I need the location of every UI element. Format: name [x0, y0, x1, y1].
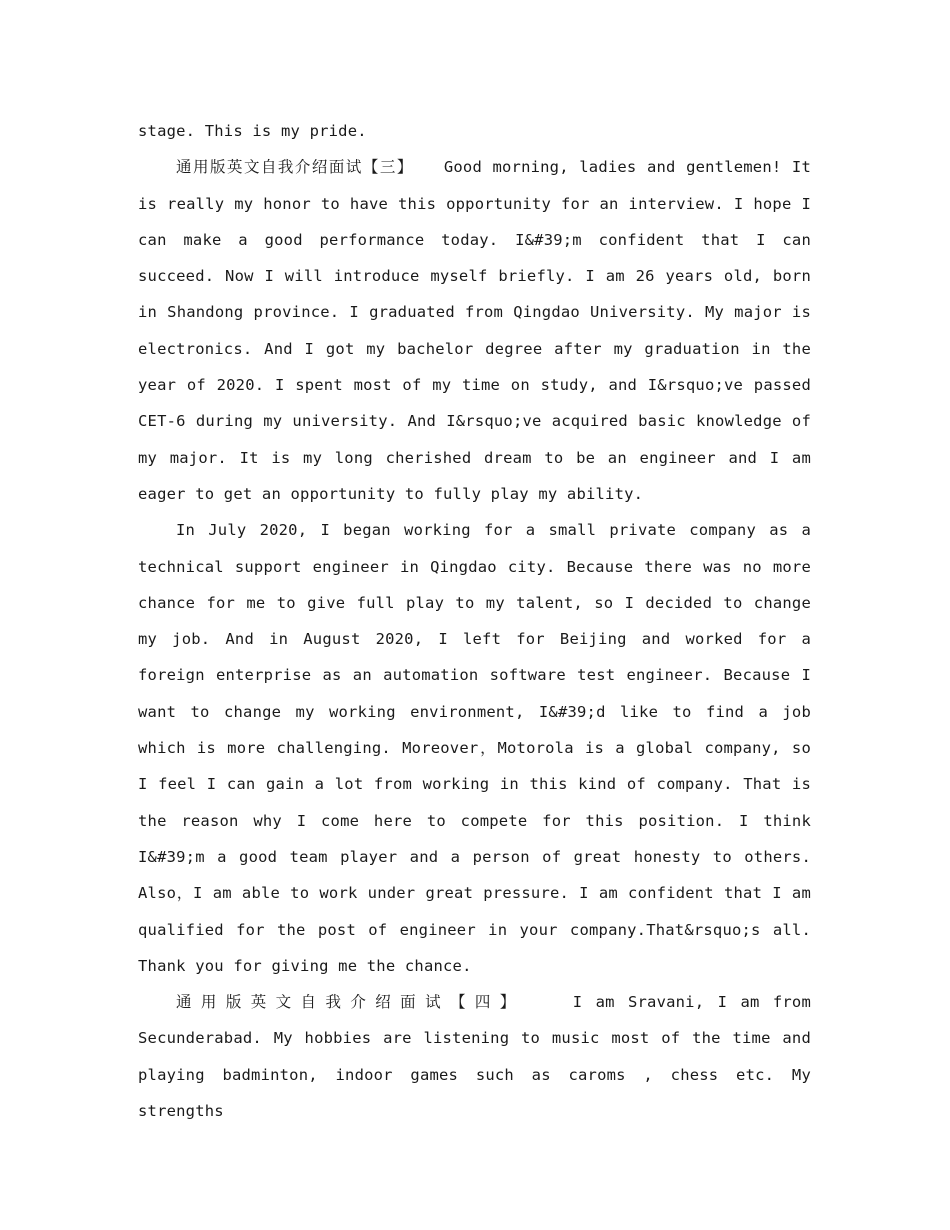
section-three-text: Good morning, ladies and gentlemen! It is really my honor to have this opportunity for an interview. I hope I can make a good performance today. I&#39;m confident that I can succeed. Now I will introduce myself briefly. I am 26 years old, born in Shandong province. I graduated from Qingdao University. My major is electronics. And I got my bachelor degree after my graduation in the year of 2020. I spent most of my time on study, and I&rsquo;ve passed CET-6 during my university. And I&rsquo;ve acquired basic knowledge of my major. It is my long cherished dream to be an engineer and I am eager to get an opportunity to fully play my ability.: [138, 158, 811, 503]
continuation-text: stage. This is my pride.: [138, 122, 367, 140]
section-four-heading: 通用版英文自我介绍面试【四】: [176, 993, 525, 1012]
section-three-paragraph: [138, 149, 811, 512]
document-body: [138, 113, 811, 1129]
section-four-paragraph: [138, 984, 811, 1129]
section-four-text: I am Sravani, I am from Secunderabad. My hobbies are listening to music most of the time and playing badminton, indoor games such as caroms , chess etc. My strengths: [138, 993, 811, 1121]
section-three-heading: 通用版英文自我介绍面试【三】: [176, 158, 414, 177]
work-experience-text: In July 2020, I began working for a small private company as a technical support engineer in Qingdao city. Because there was no more chance for me to give full play to my talent, so I decided to change my job. And in August 2020, I left for Beijing and worked for a foreign enterprise as an automation software test engineer. Because I want to change my working environment, I&#39;d like to find a job which is more challenging. Moreover，Motorola is a global company, so I feel I can gain a lot from working in this kind of company. That is the reason why I come here to compete for this position. I think I&#39;m a good team player and a person of great honesty to others. Also，I am able to work under great pressure. I am confident that I am qualified for the post of engineer in your company.That&rsquo;s all. Thank you for giving me the chance.: [138, 521, 811, 975]
work-experience-paragraph: [138, 512, 811, 984]
continuation-paragraph: [138, 113, 811, 149]
